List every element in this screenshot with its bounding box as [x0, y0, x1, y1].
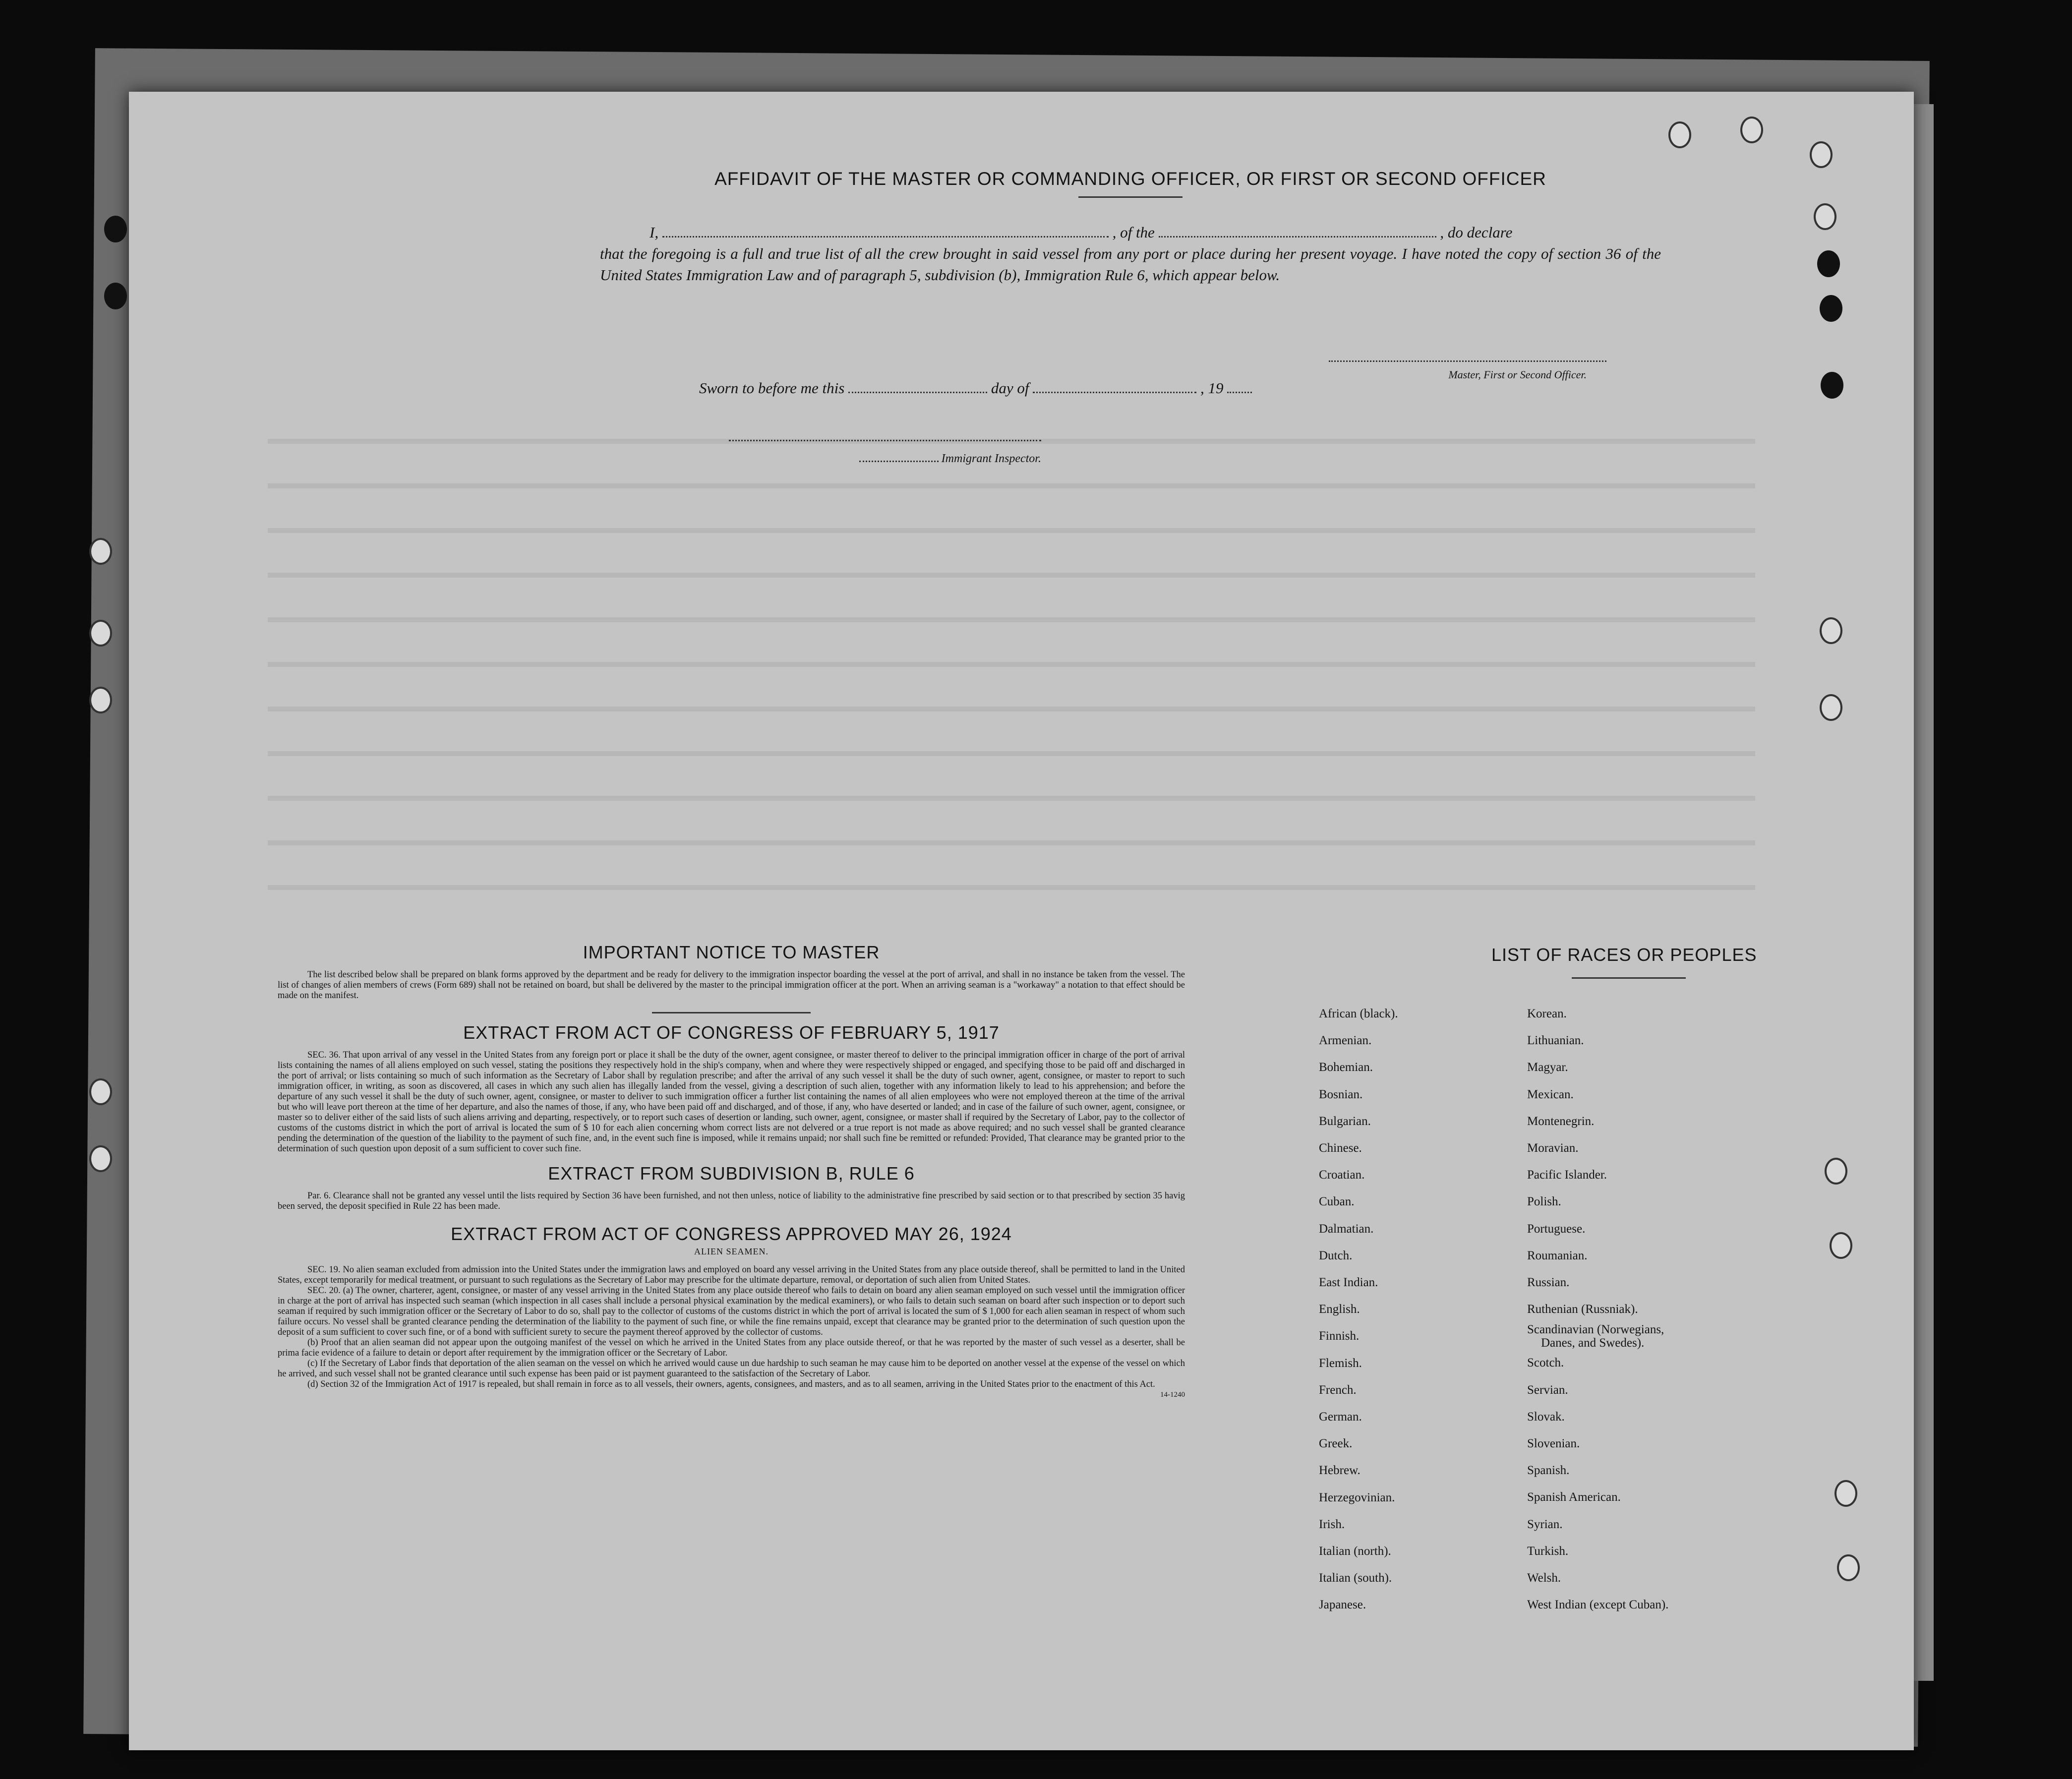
- race-item: Bulgarian.: [1319, 1114, 1371, 1128]
- race-item-line: Scandinavian (Norwegians,: [1527, 1323, 1664, 1337]
- inspector-caption: [729, 450, 1041, 466]
- race-item: Scotch.: [1527, 1356, 1564, 1370]
- affidavit-section: [600, 169, 1661, 286]
- affidavit-i: I,: [650, 224, 659, 241]
- binder-hole: [89, 538, 112, 565]
- race-item: Slovenian.: [1527, 1437, 1580, 1451]
- races-section: [1289, 945, 1835, 1619]
- affidavit-declaration: that the foregoing is a full and true list of all the crew brought in said vessel from any port or place during her present voyage. I have noted the copy of section 36 of the United States Immigration Law and of paragraph 5, subdivision (b), Immigration Rule 6, which appear below.: [600, 245, 1661, 284]
- race-item: Portuguese.: [1527, 1222, 1586, 1236]
- races-divider: [1572, 977, 1686, 979]
- extract-1924-title: EXTRACT FROM ACT OF CONGRESS APPROVED MAY 26, 1924: [451, 1224, 1012, 1244]
- race-item: Armenian.: [1319, 1034, 1372, 1048]
- race-item: German.: [1319, 1410, 1362, 1424]
- sec-20a-paragraph: SEC. 20. (a) The owner, charterer, agent, consignee, or master of any vessel arriving in the United States from any place outside thereof who fails to detain on board any alien seaman employed on such vessel until the immigration officer in charge at the port of arrival has inspected such seaman (which inspection in all cases shall include a personal physical examination by the medical examiners), or who fails to detain such seaman on board after such inspection or to deport such seaman if required by such immigration officer or the Secretary of Labor to do so, shall pay to the collector of customs of the customs district in which the port of arrival is located the sum of $ 1,000 for each alien seaman in respect of whom such failure occurs. No vessel shall be granted clearance pending the determination of the liability to the payment of such fine, or while the fine remains unpaid, except that clearance may be granted prior to the determination of such question upon the deposit of a sum sufficient to cover such fine, or of a bond with sufficient surety to secure the payment thereof approved by the collector of customs.: [278, 1286, 1185, 1337]
- extract-1924-text: [278, 1265, 1185, 1399]
- notice-title: IMPORTANT NOTICE TO MASTER: [583, 942, 880, 962]
- binder-hole: [1821, 372, 1843, 399]
- binder-hole: [1835, 1480, 1857, 1507]
- race-item: Russian.: [1527, 1276, 1570, 1290]
- binder-hole: [1837, 1554, 1860, 1581]
- race-item: Syrian.: [1527, 1517, 1563, 1531]
- race-item: Dalmatian.: [1319, 1222, 1374, 1236]
- race-item: Bosnian.: [1319, 1087, 1363, 1101]
- race-item: Turkish.: [1527, 1544, 1569, 1558]
- race-item: Korean.: [1527, 1007, 1567, 1020]
- race-item: Hebrew.: [1319, 1464, 1361, 1478]
- master-name-blank[interactable]: [662, 225, 1109, 237]
- vessel-name-blank[interactable]: [1159, 225, 1436, 237]
- race-item: Greek.: [1319, 1437, 1353, 1451]
- binder-hole: [1740, 117, 1763, 143]
- race-item: Dutch.: [1319, 1248, 1353, 1262]
- race-item: Italian (south).: [1319, 1571, 1392, 1585]
- manifest-page: [129, 92, 1914, 1750]
- race-item: Irish.: [1319, 1517, 1345, 1531]
- binder-hole: [1817, 250, 1840, 277]
- race-item: Japanese.: [1319, 1598, 1366, 1612]
- binder-hole: [1814, 203, 1836, 230]
- master-signature-caption: Master, First or Second Officer.: [1448, 368, 1587, 381]
- race-item: English.: [1319, 1303, 1360, 1316]
- race-item-line: Danes, and Swedes).: [1541, 1336, 1645, 1350]
- affidavit-of-the: , of the: [1112, 224, 1155, 241]
- race-item: Spanish.: [1527, 1464, 1570, 1478]
- affidavit-title: AFFIDAVIT OF THE MASTER OR COMMANDING OFFICER, OR FIRST OR SECOND OFFICER: [714, 169, 1546, 189]
- affidavit-body: [600, 222, 1661, 286]
- race-item: Welsh.: [1527, 1571, 1561, 1585]
- binder-hole: [89, 1078, 112, 1105]
- notice-text: [278, 970, 1185, 1001]
- binder-hole: [1820, 617, 1842, 644]
- sec-19-paragraph: SEC. 19. No alien seaman excluded from admission into the United States under the immigration laws and employed on board any vessel arriving in the United States from any place outside thereof, shall be permitted to land in the United States, except temporarily for medical treatment, or pursuant to such regulations as the Secretary of Labor may prescribe for the ultimate departure, removal, or deportation of such alien from United States.: [278, 1265, 1185, 1285]
- notice-paragraph: The list described below shall be prepared on blank forms approved by the department and be ready for delivery to the immigration inspector boarding the vessel at the port of arrival, and shall in no instance be taken from the vessel. The list of changes of alien members of crews (Form 689) shall not be retained on board, but shall be delivered by the master to the principal immigration officer at the port. When an arriving seaman is a "workaway" a notation to that effect should be made on the manifest.: [278, 970, 1185, 1001]
- sworn-line: [699, 379, 1252, 397]
- race-item: West Indian (except Cuban).: [1527, 1598, 1669, 1612]
- notice-divider: [652, 1012, 811, 1013]
- race-item: French.: [1319, 1383, 1357, 1397]
- race-item: Polish.: [1527, 1195, 1561, 1209]
- races-left-column: [1319, 1001, 1527, 1619]
- race-item: Slovak.: [1527, 1410, 1565, 1423]
- binder-hole: [1820, 694, 1842, 721]
- binder-hole: [1810, 141, 1833, 168]
- race-item: Moravian.: [1527, 1141, 1579, 1155]
- race-item: Bohemian.: [1319, 1061, 1373, 1074]
- race-item: Lithuanian.: [1527, 1034, 1584, 1048]
- binder-hole: [89, 620, 112, 647]
- sworn-day-of: day of: [991, 379, 1029, 397]
- race-item-scandinavian: [1527, 1323, 1735, 1350]
- extract-rule6-paragraph: Par. 6. Clearance shall not be granted any vessel until the lists required by Section 36 have been furnished, and not then unless, notice of liability to the administrative fine prescribed by said section or to that prescribed by section 35 havig been served, the deposit specified in Rule 22 has been made.: [278, 1191, 1185, 1211]
- inspector-signature-blank[interactable]: [729, 429, 1041, 441]
- extract-1917-paragraph: SEC. 36. That upon arrival of any vessel in the United States from any foreign port or place it shall be the duty of the owner, agent consignee, or master thereof to deliver to the principal immigration officer in charge of the port of arrival lists containing the names of all aliens employed on such vessel, stating the positions they respectively hold in the ship's company, when and where they were respectively shipped or engaged, and specifying those to be paid off and discharged in the port of arrival; or lists containing so much of such information as the Secretary of Labor shall by regulation prescribe; and after the arrival of any such vessel it shall be the duty of such owner, agent, consignee, or master to report to such immigration officer, in writing, as soon as discovered, all cases in which any such alien has illegally landed from the vessel, giving a description of such alien, together with any information likely to lead to his apprehension; and before the departure of any such vessel it shall be the duty of such owner, agent, consignee, or master to deliver to such immigration officer a further list containing the names of all alien employees who were not employed thereon at the time of the arrival but who will leave port thereon at the time of her departure, and also the names of those, if any, who have been paid off and discharged, and of those, if any, who have deserted or landed; and in case of the failure of such owner, agent, consignee, or master so to deliver either of the said lists of such aliens arriving and departing, respectively, or to report such cases of desertion or landing, such owner, agent, consignee, or master shall if required by the Secretary of Labor, pay to the collector of customs of the customs district in which the port of arrival is located the sum of $ 10 for each alien concerning whom correct lists are not delvered or a true report is not made as above required; and no such vessel shall be granted clearance pending the determination of the question of the liability to the payment of such fine, and, in the event such fine is imposed, while it remains unpaid; nor shall such fine be remitted or refunded: Provided, That clearance may be granted prior to the determination of such question upon deposit of a sum sufficient to cover such fine.: [278, 1050, 1185, 1154]
- binder-hole: [89, 687, 112, 713]
- sworn-year-blank[interactable]: [1227, 381, 1252, 393]
- race-item: Pacific Islander.: [1527, 1168, 1607, 1182]
- races-title: LIST OF RACES OR PEOPLES: [1491, 945, 1757, 965]
- race-item: Croatian.: [1319, 1168, 1365, 1182]
- race-item: Finnish.: [1319, 1329, 1360, 1343]
- binder-hole: [89, 1145, 112, 1172]
- form-number: 14-1240: [1160, 1391, 1185, 1399]
- sec-20c-paragraph: (c) If the Secretary of Labor finds that deportation of the alien seaman on the vessel on which he arrived would cause un due hardship to such seaman he may cause him to be deported on another vessel at the expense of the vessel on which he arrived, and such vessel shall not be granted clearance until such expense has been paid or ist payment guaranteed to the satisfaction of the Secretary of Labor.: [278, 1359, 1185, 1379]
- race-item: Cuban.: [1319, 1195, 1355, 1209]
- race-item: African (black).: [1319, 1007, 1398, 1020]
- race-item: Herzegovinian.: [1319, 1490, 1395, 1504]
- races-grid: [1319, 1001, 1835, 1619]
- race-item: Spanish American.: [1527, 1490, 1621, 1504]
- inspector-signature: [729, 429, 1041, 466]
- sec-20d-text: (d) Section 32 of the Immigration Act of 1917 is repealed, but shall remain in force as to all vessels, their owners, agents, consignees, and masters, and as to all seamen, arriving in the United States prior to the enactment of this Act.: [307, 1379, 1155, 1389]
- binder-hole: [1668, 121, 1691, 148]
- races-right-column: [1527, 1001, 1735, 1619]
- title-divider: [1078, 196, 1183, 198]
- race-item: Ruthenian (Russniak).: [1527, 1303, 1638, 1316]
- race-item: Montenegrin.: [1527, 1114, 1595, 1128]
- extract-1924-subtitle: ALIEN SEAMEN.: [694, 1246, 769, 1256]
- race-item: Flemish.: [1319, 1356, 1362, 1370]
- extract-rule6-text: [278, 1191, 1185, 1212]
- race-item: East Indian.: [1319, 1276, 1378, 1290]
- sec-20b-paragraph: (b) Proof that an alien seaman did not appear upon the outgoing manifest of the vessel on which he arrived in the United States from any place outside thereof, or that he was reported by the master of such vessel as a deserter, shall be prima facie evidence of a failure to detain or deport after requirement by the immigration officer or the Secretary of Labor.: [278, 1338, 1185, 1358]
- binder-hole: [104, 216, 127, 242]
- sworn-day-blank[interactable]: [848, 381, 987, 393]
- inspector-caption-text: Immigrant Inspector.: [941, 452, 1041, 465]
- binder-hole: [1820, 295, 1842, 322]
- race-item: Magyar.: [1527, 1061, 1568, 1074]
- extract-1917-title: EXTRACT FROM ACT OF CONGRESS OF FEBRUARY 5, 1917: [463, 1022, 1000, 1043]
- extract-rule6-title: EXTRACT FROM SUBDIVISION B, RULE 6: [548, 1163, 915, 1184]
- race-item: Servian.: [1527, 1383, 1568, 1397]
- affidavit-declare: , do declare: [1440, 224, 1513, 241]
- extract-1917-text: [278, 1050, 1185, 1154]
- sec-20d-paragraph: [278, 1379, 1185, 1399]
- race-item: Mexican.: [1527, 1087, 1574, 1101]
- sworn-text: Sworn to before me this: [699, 379, 845, 397]
- race-item: Italian (north).: [1319, 1544, 1391, 1558]
- race-item: Chinese.: [1319, 1141, 1362, 1155]
- sworn-month-blank[interactable]: [1033, 381, 1196, 393]
- notices-column: [278, 942, 1185, 1400]
- master-signature-blank[interactable]: [1329, 350, 1606, 362]
- sworn-year: , 19: [1200, 379, 1224, 397]
- master-signature: [1180, 350, 1606, 381]
- race-item: Roumanian.: [1527, 1248, 1588, 1262]
- binder-hole: [104, 283, 127, 309]
